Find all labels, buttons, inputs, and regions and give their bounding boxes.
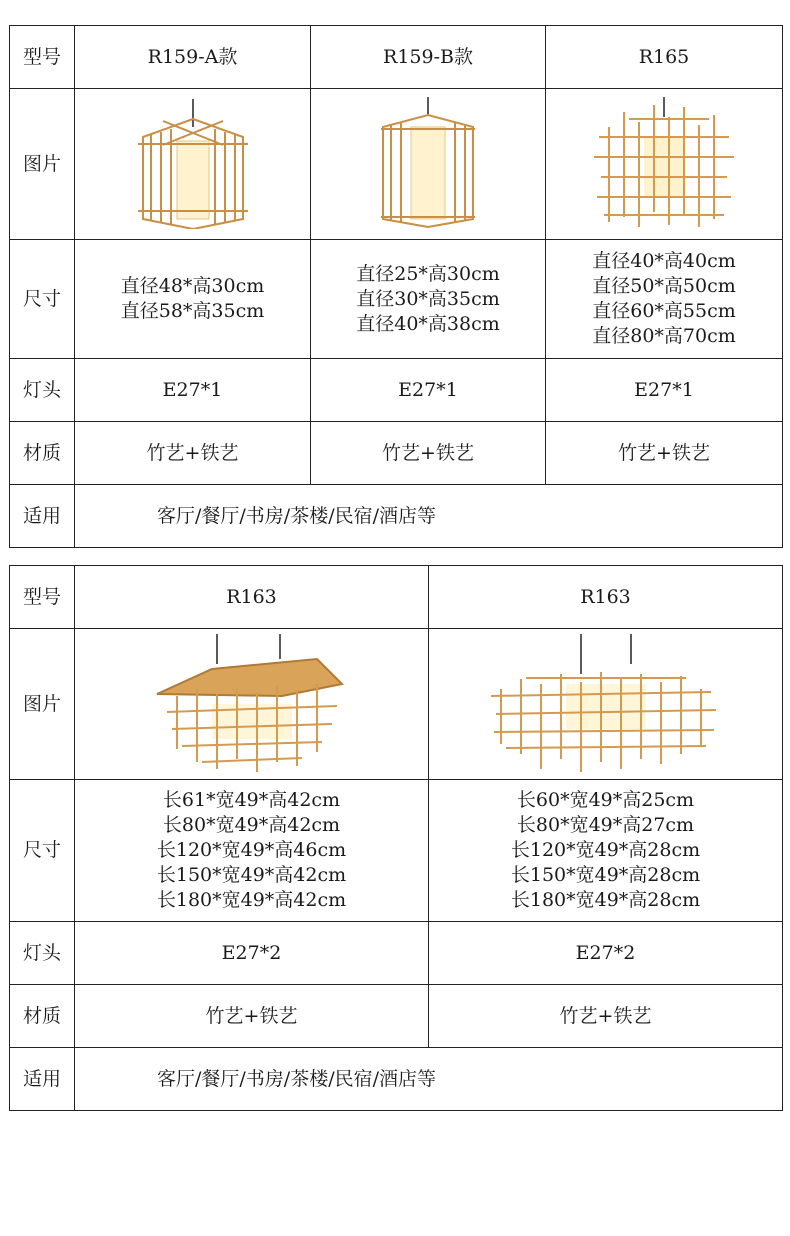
row-socket (10, 359, 783, 422)
image-cell (546, 89, 783, 240)
model-cell: R159-A款 (75, 26, 311, 89)
label-size: 尺寸 (10, 240, 75, 359)
material-cell: 竹艺+铁艺 (75, 985, 429, 1048)
size-cell: 长61*宽49*高42cm 长80*宽49*高42cm 长120*宽49*高46cm 长150*宽49*高42cm 长180*宽49*高42cm (75, 780, 429, 922)
size-cell: 直径25*高30cm 直径30*高35cm 直径40*高38cm (311, 240, 546, 359)
material-cell: 竹艺+铁艺 (429, 985, 783, 1048)
label-size: 尺寸 (10, 780, 75, 922)
bamboo-cage-pendant-icon (133, 99, 253, 229)
applies-cell: 客厅/餐厅/书房/茶楼/民宿/酒店等 (75, 485, 783, 548)
image-cell (311, 89, 546, 240)
bamboo-roof-chandelier-icon (152, 634, 352, 774)
row-applies (10, 485, 783, 548)
model-cell: R165 (546, 26, 783, 89)
row-size (10, 780, 783, 922)
socket-cell: E27*1 (311, 359, 546, 422)
socket-cell: E27*1 (546, 359, 783, 422)
row-model (10, 566, 783, 629)
image-cell (429, 629, 783, 780)
row-applies (10, 1048, 783, 1111)
applies-cell: 客厅/餐厅/书房/茶楼/民宿/酒店等 (75, 1048, 783, 1111)
label-model: 型号 (10, 26, 75, 89)
bamboo-lattice-cube-pendant-icon (589, 97, 739, 232)
spec-table-1 (9, 25, 783, 548)
label-applies: 适用 (10, 485, 75, 548)
size-cell: 直径40*高40cm 直径50*高50cm 直径60*高55cm 直径80*高70cm (546, 240, 783, 359)
image-cell (75, 89, 311, 240)
model-cell: R163 (75, 566, 429, 629)
label-socket: 灯头 (10, 359, 75, 422)
row-socket (10, 922, 783, 985)
label-image: 图片 (10, 89, 75, 240)
label-socket: 灯头 (10, 922, 75, 985)
material-cell: 竹艺+铁艺 (311, 422, 546, 485)
row-material (10, 985, 783, 1048)
size-cell: 直径48*高30cm 直径58*高35cm (75, 240, 311, 359)
model-cell: R163 (429, 566, 783, 629)
bamboo-hexagon-pendant-icon (373, 97, 483, 232)
socket-cell: E27*1 (75, 359, 311, 422)
material-cell: 竹艺+铁艺 (546, 422, 783, 485)
size-cell: 长60*宽49*高25cm 长80*宽49*高27cm 长120*宽49*高28cm 长150*宽49*高28cm 长180*宽49*高28cm (429, 780, 783, 922)
model-cell: R159-B款 (311, 26, 546, 89)
socket-cell: E27*2 (75, 922, 429, 985)
image-cell (75, 629, 429, 780)
label-model: 型号 (10, 566, 75, 629)
row-image (10, 89, 783, 240)
label-material: 材质 (10, 422, 75, 485)
material-cell: 竹艺+铁艺 (75, 422, 311, 485)
label-image: 图片 (10, 629, 75, 780)
row-size (10, 240, 783, 359)
row-material (10, 422, 783, 485)
label-material: 材质 (10, 985, 75, 1048)
row-image (10, 629, 783, 780)
bamboo-lattice-chandelier-icon (486, 634, 726, 774)
label-applies: 适用 (10, 1048, 75, 1111)
row-model (10, 26, 783, 89)
spec-table-2 (9, 565, 783, 1111)
socket-cell: E27*2 (429, 922, 783, 985)
